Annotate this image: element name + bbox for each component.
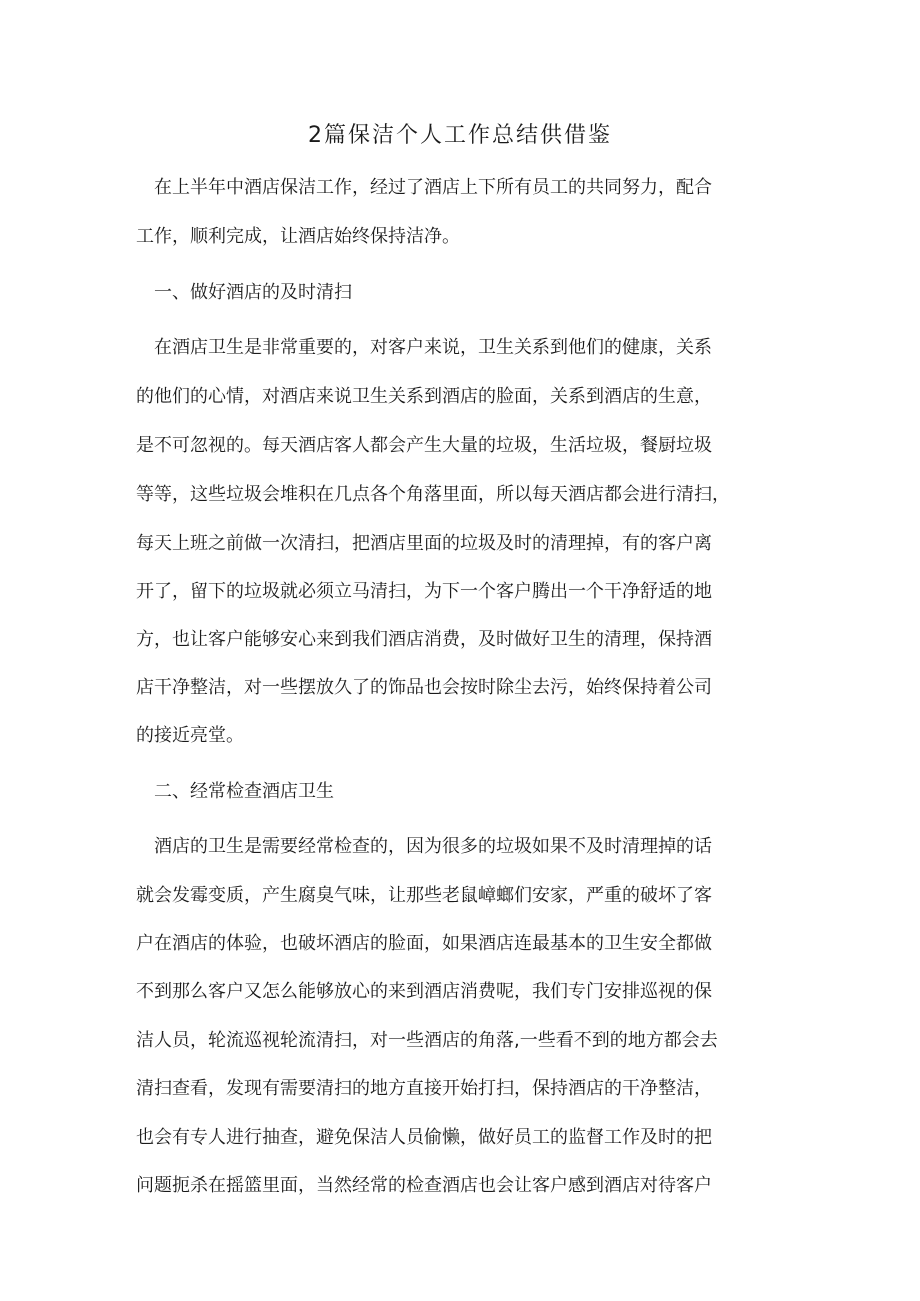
paragraph-line: 户在酒店的体验，也破坏酒店的脸面，如果酒店连最基本的卫生安全都做: [136, 933, 712, 954]
paragraph-line: 也会有专人进行抽查，避免保洁人员偷懒，做好员工的监督工作及时的把: [136, 1127, 712, 1148]
paragraph-line: 酒店的卫生是需要经常检查的，因为很多的垃圾如果不及时清理掉的话: [136, 836, 712, 857]
paragraph-line: 不到那么客户又怎么能够放心的来到酒店消费呢，我们专门安排巡视的保: [136, 981, 712, 1002]
paragraph-line: 问题扼杀在摇篮里面，当然经常的检查酒店也会让客户感到酒店对待客户: [136, 1175, 712, 1196]
paragraph-line: 是不可忽视的。每天酒店客人都会产生大量的垃圾，生活垃圾，餐厨垃圾: [136, 435, 712, 456]
paragraph-line: 在上半年中酒店保洁工作，经过了酒店上下所有员工的共同努力，配合: [136, 177, 712, 198]
paragraph-line: 等等，这些垃圾会堆积在几点各个角落里面，所以每天酒店都会进行清扫，: [136, 484, 730, 505]
paragraph-line: 就会发霉变质，产生腐臭气味，让那些老鼠嶂螂们安家，严重的破坏了客: [136, 885, 712, 906]
document-title: 2篇保洁个人工作总结供借鉴: [308, 123, 612, 148]
paragraph-line: 在酒店卫生是非常重要的，对客户来说，卫生关系到他们的健康，关系: [136, 337, 712, 358]
section-heading: 二、经常检查酒店卫生: [136, 781, 334, 802]
paragraph-line: 工作，顺利完成，让酒店始终保持洁净。: [136, 226, 460, 247]
paragraph-line: 洁人员，轮流巡视轮流清扫，对一些酒店的角落,一些看不到的地方都会去: [136, 1030, 718, 1051]
paragraph-line: 的接近亮堂。: [136, 725, 244, 746]
paragraph-line: 的他们的心情，对酒店来说卫生关系到酒店的脸面，关系到酒店的生意，: [136, 386, 712, 407]
paragraph-line: 清扫查看，发现有需要清扫的地方直接开始打扫，保持酒店的干净整洁，: [136, 1078, 712, 1099]
paragraph-line: 开了，留下的垃圾就必须立马清扫，为下一个客户腾出一个干净舒适的地: [136, 581, 712, 602]
paragraph-line: 店干净整洁，对一些摆放久了的饰品也会按时除尘去污，始终保持着公司: [136, 677, 712, 698]
section-heading: 一、做好酒店的及时清扫: [136, 282, 352, 303]
paragraph-line: 每天上班之前做一次清扫，把酒店里面的垃圾及时的清理掉，有的客户离: [136, 533, 712, 554]
paragraph-line: 方，也让客户能够安心来到我们酒店消费，及时做好卫生的清理，保持酒: [136, 629, 712, 650]
